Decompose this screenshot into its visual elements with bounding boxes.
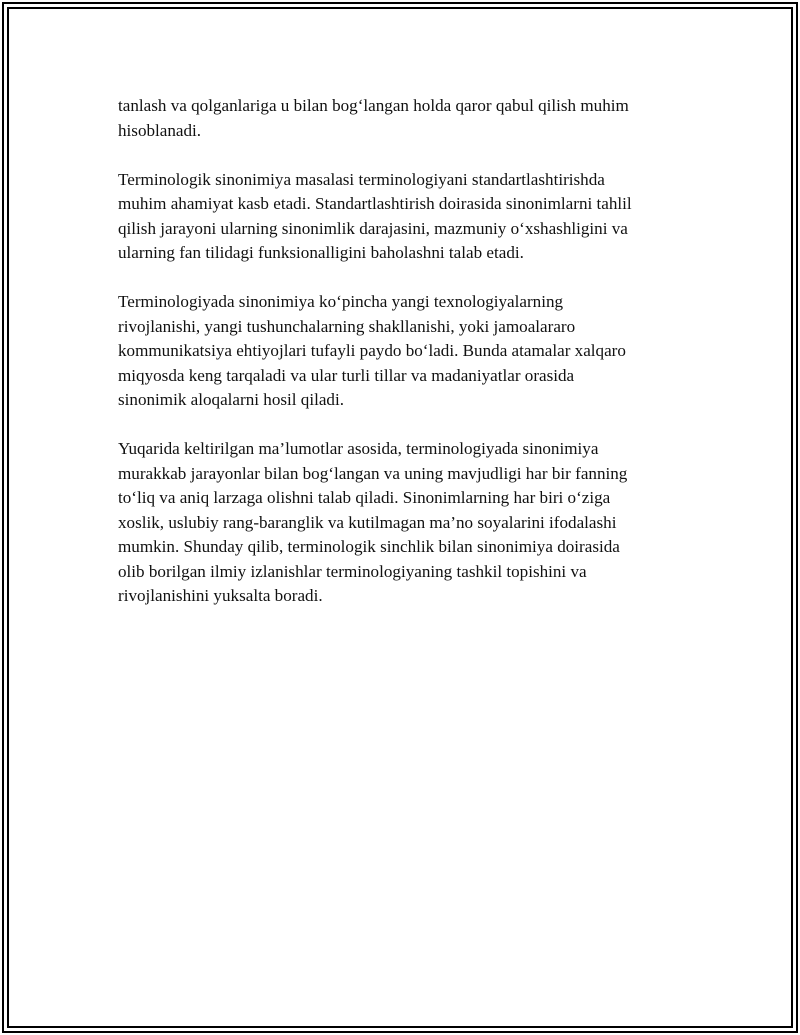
- paragraph-2: Terminologik sinonimiya masalasi terminologiyani standartlashtirishda muhim ahamiyat kasb etadi. Standartlashtirish doirasida sinonimlarni tahlil qilish jarayoni ularning sinonimlik darajasini, mazmuniy o‘xshashligini va ularning fan tilidagi funksionalligini baholashni talab etadi.: [118, 169, 632, 262]
- paragraph-4: Yuqarida keltirilgan ma’lumotlar asosida, terminologiyada sinonimiya murakkab jarayonlar bilan bog‘langan va uning mavjudligi har bir fanning to‘liq va aniq larzaga olishni talab qiladi. Sinonimlarning har biri o‘ziga xoslik, uslubiy rang-baranglik va kutilmagan ma’no soyalarini ifodalashi mumkin. Shunday qilib, terminologik sinchlik bilan sinonimiya doirasida olib borilgan ilmiy izlanishlar terminologiyaning tashkil topishini va rivojlanishini yuksalta boradi.: [118, 439, 628, 605]
- document-body: [118, 94, 678, 633]
- paragraph-1: tanlash va qolganlariga u bilan bog‘langan holda qaror qabul qilish muhim hisoblanadi.: [118, 96, 629, 140]
- paragraph-3: Terminologiyada sinonimiya ko‘pincha yangi texnologiyalarning rivojlanishi, yangi tushunchalarning shakllanishi, yoki jamoalararo kommunikatsiya ehtiyojlari tufayli paydo bo‘ladi. Bunda atamalar xalqaro miqyosda keng tarqaladi va ular turli tillar va madaniyatlar orasida sinonimik aloqalarni hosil qiladi.: [118, 292, 626, 409]
